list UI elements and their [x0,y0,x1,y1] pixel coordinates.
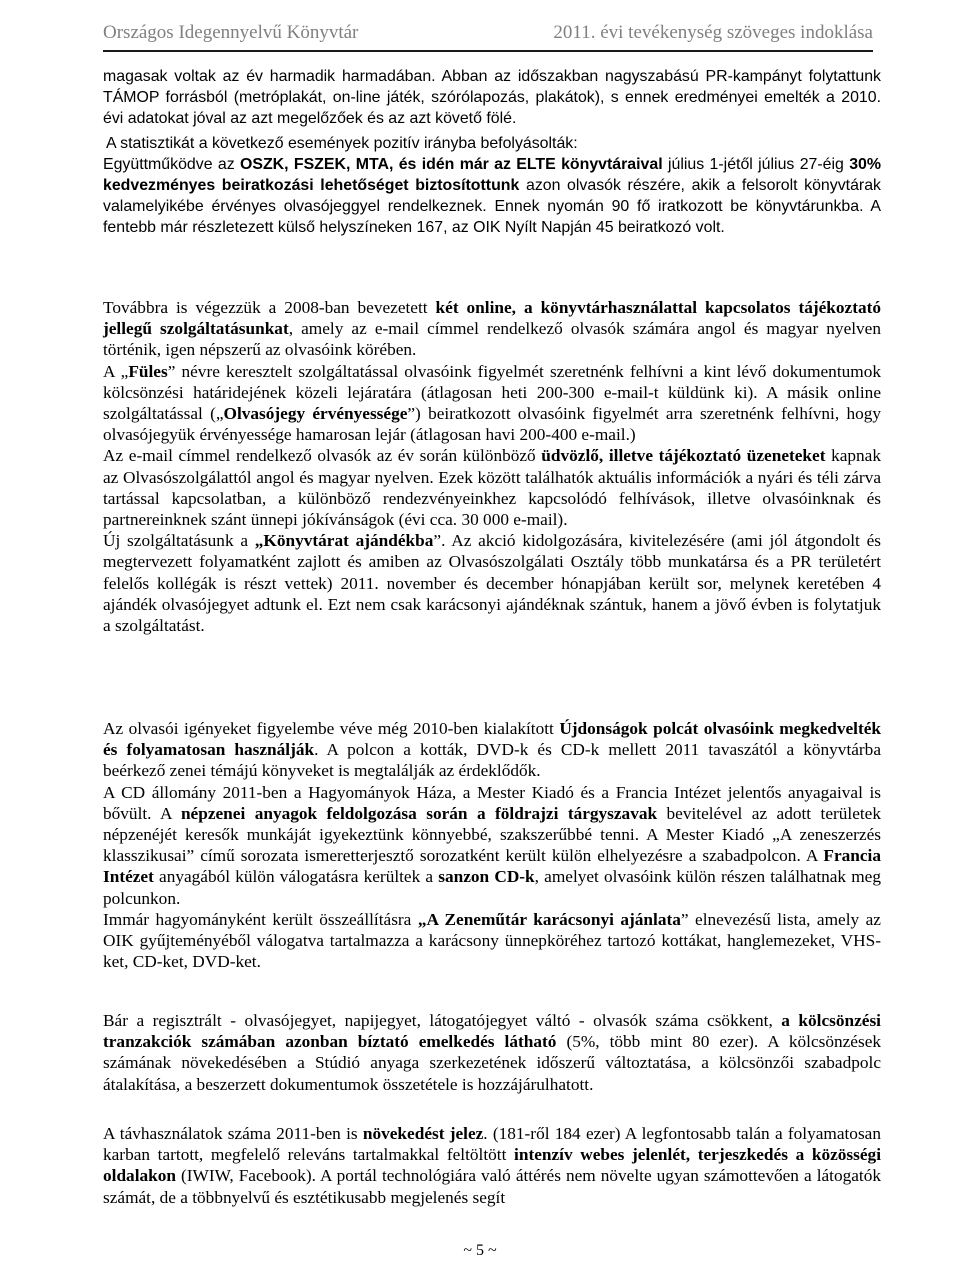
paragraph-fules: A „Füles” névre keresztelt szolgáltatással olvasóink figyelmét szeretnénk felhívni a kint lévő dokumentumok kölcsönzési határidejének közeli lejáratára (átlagosan heti 200-300 e-mail-t küldünk ki). A másik online szolgáltatással („Olvasójegy érvényessége”) beiratkozott olvasóink figyelmét arra szeretnénk felhívni, hogy olvasójegyük érvényessége hamarosan lejár (átlagosan havi 200-400 e-mail.) [103,361,882,445]
music-block [103,718,881,972]
intro-paragraph: magasak voltak az év harmadik harmadában. Abban az időszakban nagyszabású PR-kampányt folytattunk TÁMOP forrásból (metróplakát, on-line játék, szórólapozás, plakátok), s ennek eredményei emelték a 2010. évi adatokat jóval az azt megelőzőek és az azt követő fölé. [103,68,881,127]
paragraph-new-shelf: Az olvasói igényeket figyelembe véve még 2010-ben kialakított Újdonságok polcát olvasóink megkedvelték és folyamatosan használják. A polcon a kották, DVD-k és CD-k mellett 2011 tavaszától a könyvtárba beérkező zenei témájú könyveket is megtalálják az érdeklődők. [103,719,881,781]
running-header [103,20,873,46]
paragraph-lending: Bár a regisztrált - olvasójegyet, napijegyet, látogatójegyet váltó - olvasók száma csökkent, a kölcsönzési tranzakciók számában azonban bíztató emelkedés látható (5%, több mint 80 ezer). A kölcsönzések számának növekedésében a Stúdió anyaga szerkezetének időszerű változtatása, a kölcsönzői szabadpolc átalakítása, a beszerzett dokumentumok összetétele is hozzájárulhatott. [103,1011,882,1094]
paragraph-cd-collection: A CD állomány 2011-ben a Hagyományok Háza, a Mester Kiadó és a Francia Intézet jelentős anyagaival is bővült. A népzenei anyagok feldolgozása során a földrajzi tárgyszavak bevitelével az adott területek népzenéjét keresők munkáját igyekeztünk könnyebbé, szakszerűbbé tenni. A Mester Kiadó „A zeneszerzés klasszikusai” című sorozata ismeretterjesztő sorozatként került külön elhelyezésre a szabadpolcon. A Francia Intézet anyagából külön válogatásra kerültek a sanzon CD-k, amelyet olvasóink külön részen találhatnak meg polcunkon. [103,782,881,908]
paragraph-online-services: Továbbra is végezzük a 2008-ban bevezetett két online, a könyvtárhasználattal kapcsolatos tájékoztató jellegű szolgáltatásunkat, amely az e-mail címmel rendelkező olvasók számára angol és magyar nyelven történik, igen népszerű az olvasóink körében. [103,298,881,360]
intro-block [103,66,881,238]
lending-block [103,1010,881,1095]
remote-use-block [103,1123,881,1208]
header-divider [103,50,873,52]
paragraph-christmas-list: Immár hagyományként került összeállításra „A Zeneműtár karácsonyi ajánlata” elnevezésű lista, amely az OIK gyűjteményéből válogatva tartalmazza a karácsony ünnepköréhez tartozó kottákat, hanglemezeket, VHS-ket, CD-ket, DVD-ket. [103,909,881,972]
paragraph-gift-library: Új szolgáltatásunk a „Könyvtárat ajándékba”. Az akció kidolgozására, kivitelezésére (ami jól átgondolt és megtervezett folyamatként zajlott és amiben az Olvasószolgálati Osztály több munkatársa és a PR területért felelős kollégák is részt vettek) 2011. november és december hónapjában került sor, melynek keretében 4 ajándék olvasójegyet adtunk el. Ezt nem csak karácsonyi ajándéknak szántuk, hanem a jövő évben is folytatjuk a szolgáltatást. [103,531,881,636]
paragraph-greetings: Az e-mail címmel rendelkező olvasók az év során különböző üdvözlő, illetve tájékoztató üzeneteket kapnak az Olvasószolgálattól angol és magyar nyelven. Ezek között találhatók aktuális információk a nyári és téli zárva tartással kapcsolatban, a különböző rendezvényeinkhez kapcsolódó felhívások, illetve olvasóinknak és partnereinknek szánt ünnepi jókívánságok (évi cca. 30 000 e-mail). [103,446,881,530]
page-number: ~ 5 ~ [463,1242,497,1259]
paragraph-statistics: A statisztikát a következő események pozitív irányba befolyásolták: Együttműködve az OSZK, FSZEK, MTA, és idén már az ELTE könyvtáraival július 1-jétől július 27-éig 30% kedvezményes beiratkozási lehetőséget biztosítottunk azon olvasók részére, akik a felsorolt könyvtárak valamelyikébe érvényes olvasójeggyel rendelkeznek. Ennek nyomán 90 fő iratkozott be könyvtárunkba. A fentebb már részletezett külső helyszíneken 167, az OIK Nyílt Napján 45 beiratkozó volt. [103,135,882,236]
online-services-block [103,297,881,636]
paragraph-remote-use: A távhasználatok száma 2011-ben is növekedést jelez. (181-ről 184 ezer) A legfontosabb talán a folyamatosan karban tartott, megfelelő releváns tartalmakkal feltöltött intenzív webes jelenlét, terjeszkedés a közösségi oldalakon (IWIW, Facebook). A portál technológiára való áttérés nem növelte ugyan számottevően a látogatók számát, de a többnyelvű és esztétikusabb megjelenés segít [103,1124,881,1207]
header-report-title: 2011. évi tevékenység szöveges indoklása [553,22,873,43]
header-institution: Országos Idegennyelvű Könyvtár [103,22,359,43]
